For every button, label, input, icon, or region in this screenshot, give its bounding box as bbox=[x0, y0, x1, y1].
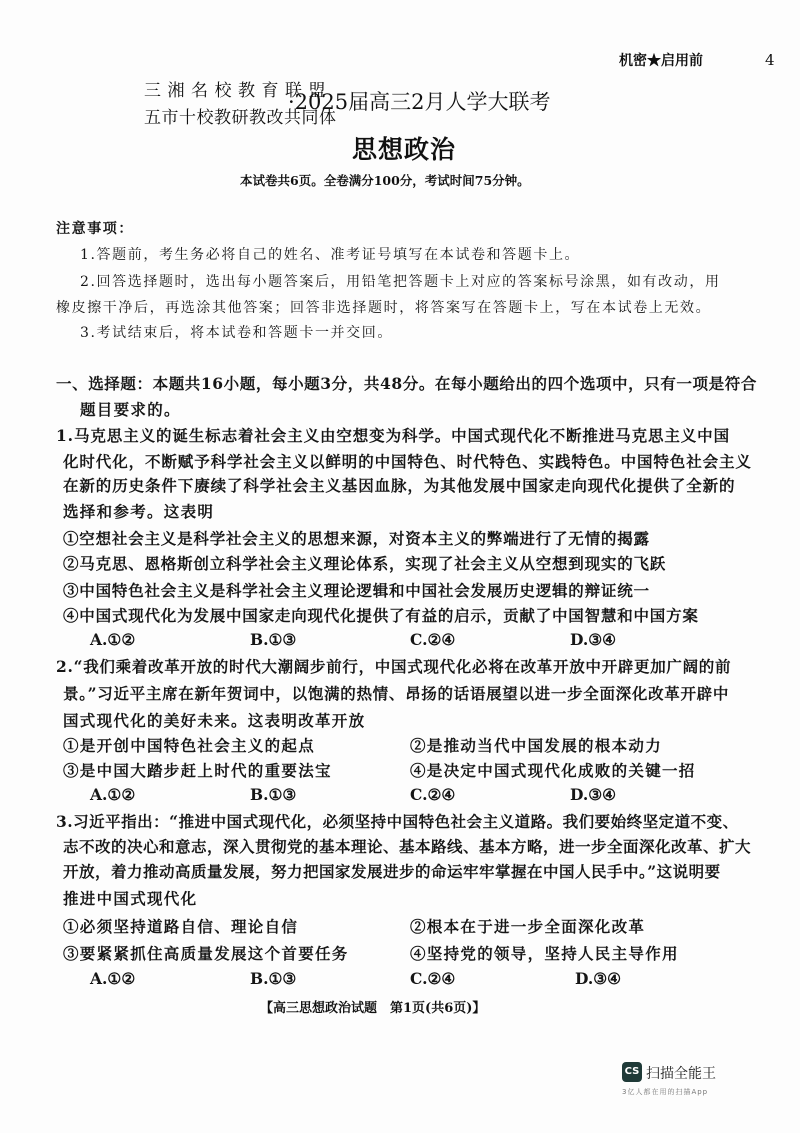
question-stem: 2.“我们乘着改革开放的时代大潮阔步前行，中国式现代化必将在改革开放中开辟更加广阔的前 bbox=[56, 657, 732, 676]
notice-title: 注意事项： bbox=[56, 221, 134, 237]
notice-line: 1.答题前，考生务必将自己的姓名、准考证号填写在本试卷和答题卡上。 bbox=[80, 247, 581, 263]
statement: ④坚持党的领导，坚持人民主导作用 bbox=[410, 944, 679, 963]
choice-a[interactable]: A.①② bbox=[90, 785, 136, 804]
subject-title: 思想政治 bbox=[352, 135, 457, 164]
statement: ④中国式现代化为发展中国家走向现代化提供了有益的启示，贡献了中国智慧和中国方案 bbox=[63, 606, 699, 625]
question-stem: 1.马克思主义的诞生标志着社会主义由空想变为科学。中国式现代化不断推进马克思主义中国 bbox=[56, 426, 730, 445]
question-stem: 选择和参考。这表明 bbox=[63, 502, 215, 521]
section-heading: 一、选择题：本题共16小题，每小题3分，共48分。在每小题给出的四个选项中，只有一项是符合 bbox=[56, 374, 757, 393]
exam-title: ·2025届高三2月人学大联考 bbox=[288, 90, 551, 114]
choice-c[interactable]: C.②④ bbox=[410, 785, 456, 804]
corner-number: 4 bbox=[765, 51, 775, 69]
choice-b[interactable]: B.①③ bbox=[250, 630, 297, 649]
exam-info: 本试卷共6页。全卷满分100分，考试时间75分钟。 bbox=[240, 173, 530, 188]
section-heading-cont: 题目要求的。 bbox=[80, 400, 181, 419]
statement: ①是开创中国特色社会主义的起点 bbox=[63, 736, 316, 755]
notice-line: 3.考试结束后，将本试卷和答题卡一并交回。 bbox=[80, 325, 393, 341]
question-stem: 3.习近平指出：“推进中国式现代化，必须坚持中国特色社会主义道路。我们要始终坚定道不变、 bbox=[56, 812, 739, 831]
notice-line: 橡皮擦干净后，再选涂其他答案；回答非选择题时，将答案写在答题卡上，写在本试卷上无效。 bbox=[56, 300, 712, 316]
page-footer: 【高三思想政治试题 第1页(共6页)】 bbox=[260, 1001, 486, 1016]
statement: ③要紧紧抓住高质量发展这个首要任务 bbox=[63, 944, 349, 963]
choice-d[interactable]: D.③④ bbox=[570, 785, 617, 804]
org-line-1: 三湘名校教育联盟 bbox=[144, 81, 332, 101]
question-stem: 开放，着力推动高质量发展，努力把国家发展进步的命运牢牢掌握在中国人民手中。”这说明要 bbox=[63, 862, 721, 881]
choice-a[interactable]: A.①② bbox=[90, 969, 136, 988]
question-stem: 国式现代化的美好未来。这表明改革开放 bbox=[63, 711, 366, 730]
question-stem: 在新的历史条件下赓续了科学社会主义基因血脉，为其他发展中国家走向现代化提供了全新的 bbox=[63, 476, 736, 495]
choice-c[interactable]: C.②④ bbox=[410, 630, 456, 649]
statement: ②根本在于进一步全面深化改革 bbox=[410, 917, 646, 936]
org-line-2: 五市十校教研教改共同体 bbox=[144, 108, 337, 128]
statement: ④是决定中国式现代化成败的关键一招 bbox=[410, 761, 696, 780]
question-stem: 化时代化，不断赋予科学社会主义以鲜明的中国特色、时代特色、实践特色。中国特色社会主义 bbox=[63, 452, 752, 471]
camscanner-logo-icon: CS bbox=[622, 1062, 642, 1082]
statement: ①空想社会主义是科学社会主义的思想来源，对资本主义的弊端进行了无情的揭露 bbox=[63, 529, 650, 548]
choice-c[interactable]: C.②④ bbox=[410, 969, 456, 988]
notice-line: 2.回答选择题时，选出每小题答案后，用铅笔把答题卡上对应的答案标号涂黑，如有改动，用 bbox=[80, 274, 721, 290]
statement: ②马克思、恩格斯创立科学社会主义理论体系，实现了社会主义从空想到现实的飞跃 bbox=[63, 554, 667, 573]
question-stem: 推进中国式现代化 bbox=[63, 889, 198, 908]
question-stem: 景。”习近平主席在新年贺词中，以饱满的热情、昂扬的话语展望以进一步全面深化改革开辟中 bbox=[63, 684, 730, 703]
statement: ③是中国大踏步赶上时代的重要法宝 bbox=[63, 761, 332, 780]
confidential-label: 机密★启用前 bbox=[619, 53, 703, 69]
statement: ①必须坚持道路自信、理论自信 bbox=[63, 917, 299, 936]
statement: ②是推动当代中国发展的根本动力 bbox=[410, 736, 663, 755]
choice-b[interactable]: B.①③ bbox=[250, 969, 297, 988]
watermark-app-name: 扫描全能王 bbox=[646, 1066, 716, 1082]
choice-d[interactable]: D.③④ bbox=[575, 969, 622, 988]
choice-a[interactable]: A.①② bbox=[90, 630, 136, 649]
watermark-tagline: 3亿人都在用的扫描App bbox=[622, 1088, 709, 1096]
statement: ③中国特色社会主义是科学社会主义理论逻辑和中国社会发展历史逻辑的辩证统一 bbox=[63, 581, 650, 600]
question-stem: 志不改的决心和意志，深入贯彻党的基本理论、基本路线、基本方略，进一步全面深化改革、扩大 bbox=[63, 837, 752, 856]
choice-d[interactable]: D.③④ bbox=[570, 630, 617, 649]
choice-b[interactable]: B.①③ bbox=[250, 785, 297, 804]
